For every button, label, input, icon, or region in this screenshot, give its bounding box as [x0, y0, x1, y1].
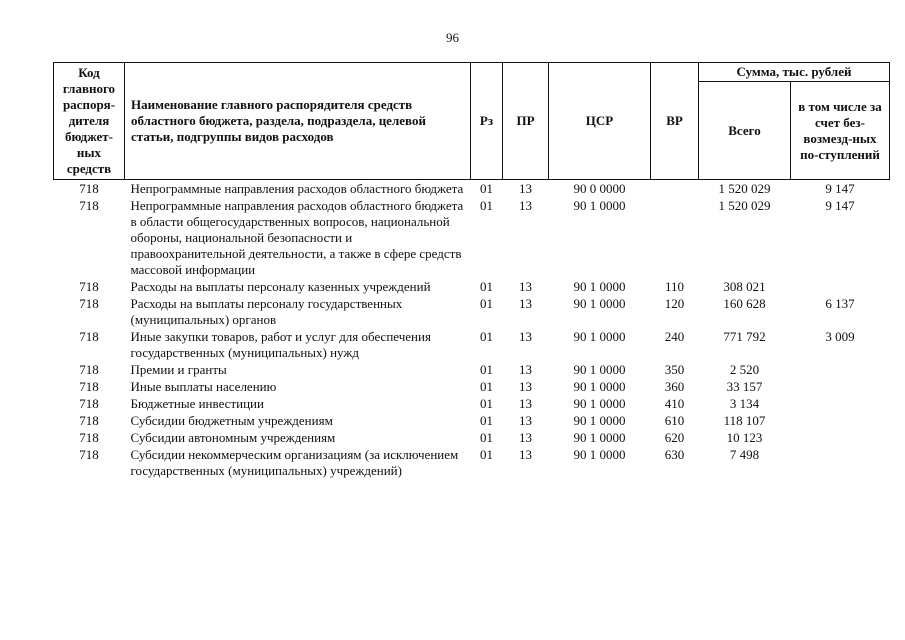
cell-total: 308 021 [723, 279, 766, 294]
cell-vr: 410 [664, 396, 685, 411]
cell-vr [651, 197, 699, 278]
cell-csr: 90 1 0000 [573, 430, 626, 445]
table-row [54, 429, 890, 446]
cell-rz: 01 [480, 296, 493, 311]
cell-name: Расходы на выплаты персоналу государственных (муниципальных) органов [130, 296, 403, 327]
cell-total: 3 134 [729, 396, 760, 411]
cell-csr: 90 1 0000 [573, 279, 626, 294]
cell-code: 718 [79, 396, 99, 411]
cell-total: 118 107 [723, 413, 766, 428]
cell-pr: 13 [519, 379, 532, 394]
cell-vr: 110 [664, 279, 685, 294]
cell-name: Иные закупки товаров, работ и услуг для обеспечения государственных (муниципальных) нужд [130, 329, 431, 360]
cell-rz: 01 [480, 329, 493, 344]
cell-code: 718 [79, 181, 99, 196]
cell-code: 718 [79, 198, 99, 213]
cell-vr: 240 [664, 329, 685, 344]
header-name: Наименование главного распорядителя средств областного бюджета, раздела, подраздела, целевой статьи, подгруппы видов расходов [125, 63, 471, 180]
cell-pr: 13 [519, 296, 532, 311]
cell-pr: 13 [519, 181, 532, 196]
cell-grants: 9 147 [825, 198, 855, 213]
cell-name: Расходы на выплаты персоналу казенных учреждений [130, 279, 431, 294]
cell-pr: 13 [519, 430, 532, 445]
cell-total: 1 520 029 [718, 198, 771, 213]
cell-rz: 01 [480, 379, 493, 394]
table-row [54, 278, 890, 295]
cell-name: Субсидии автономным учреждениям [130, 430, 336, 445]
table-row [54, 446, 890, 479]
cell-pr: 13 [519, 396, 532, 411]
cell-grants: 6 137 [825, 296, 855, 311]
table-row [54, 395, 890, 412]
cell-csr: 90 1 0000 [573, 329, 626, 344]
cell-csr: 90 1 0000 [573, 296, 626, 311]
cell-code: 718 [79, 430, 99, 445]
table-row [54, 328, 890, 361]
cell-vr: 620 [664, 430, 685, 445]
cell-grants: 9 147 [825, 181, 855, 196]
cell-csr: 90 1 0000 [573, 379, 626, 394]
cell-csr: 90 1 0000 [573, 396, 626, 411]
cell-grants [791, 361, 890, 378]
table-row [54, 295, 890, 328]
cell-rz: 01 [480, 198, 493, 213]
cell-pr: 13 [519, 447, 532, 462]
header-vr: ВР [651, 63, 699, 180]
cell-code: 718 [79, 447, 99, 462]
cell-total: 10 123 [726, 430, 763, 445]
table-row [54, 412, 890, 429]
cell-rz: 01 [480, 413, 493, 428]
cell-name: Непрограммные направления расходов областного бюджета в области общегосударственных вопросов, национальной обороны, национальной безопасности и правоохранительной деятельности, а также в сфере средств массовой информации [130, 198, 464, 277]
cell-grants [791, 412, 890, 429]
cell-total: 2 520 [729, 362, 760, 377]
cell-rz: 01 [480, 396, 493, 411]
budget-table [53, 62, 890, 479]
cell-total: 160 628 [723, 296, 766, 311]
cell-csr: 90 0 0000 [573, 181, 626, 196]
page-number: 96 [446, 30, 459, 45]
header-pr: ПР [503, 63, 549, 180]
table-row [54, 180, 890, 198]
table-row [54, 197, 890, 278]
cell-name: Бюджетные инвестиции [130, 396, 264, 411]
cell-pr: 13 [519, 413, 532, 428]
budget-table-sheet [53, 62, 889, 582]
cell-vr: 360 [664, 379, 685, 394]
header-sum: Сумма, тыс. рублей [699, 63, 890, 82]
cell-rz: 01 [480, 181, 493, 196]
header-csr: ЦСР [549, 63, 651, 180]
header-code: Код главного распоря-дителя бюджет-ных средств [54, 63, 125, 180]
cell-total: 1 520 029 [718, 181, 771, 196]
cell-name: Субсидии некоммерческим организациям (за исключением государственных (муниципальных) учреждений) [130, 447, 459, 478]
cell-pr: 13 [519, 198, 532, 213]
cell-grants [791, 278, 890, 295]
cell-name: Субсидии бюджетным учреждениям [130, 413, 333, 428]
header-grants: в том числе за счет без-возмезд-ных по-ступлений [791, 82, 890, 180]
cell-rz: 01 [480, 279, 493, 294]
table-row [54, 361, 890, 378]
cell-grants [791, 378, 890, 395]
cell-vr: 120 [664, 296, 685, 311]
cell-grants [791, 429, 890, 446]
cell-csr: 90 1 0000 [573, 447, 626, 462]
cell-csr: 90 1 0000 [573, 413, 626, 428]
cell-code: 718 [79, 279, 99, 294]
table-row [54, 378, 890, 395]
cell-grants [791, 395, 890, 412]
cell-total: 7 498 [729, 447, 760, 462]
cell-vr [651, 180, 699, 198]
cell-csr: 90 1 0000 [573, 198, 626, 213]
header-total: Всего [699, 82, 791, 180]
cell-vr: 610 [664, 413, 685, 428]
cell-code: 718 [79, 296, 99, 311]
cell-code: 718 [79, 379, 99, 394]
cell-total: 33 157 [726, 379, 763, 394]
table-header [54, 63, 890, 180]
cell-code: 718 [79, 329, 99, 344]
cell-rz: 01 [480, 447, 493, 462]
cell-name: Иные выплаты населению [130, 379, 277, 394]
header-rz: Рз [471, 63, 503, 180]
cell-name: Премии и гранты [130, 362, 227, 377]
cell-code: 718 [79, 362, 99, 377]
cell-rz: 01 [480, 362, 493, 377]
table-body [54, 180, 890, 480]
cell-pr: 13 [519, 279, 532, 294]
cell-rz: 01 [480, 430, 493, 445]
cell-pr: 13 [519, 329, 532, 344]
cell-grants [791, 446, 890, 479]
cell-csr: 90 1 0000 [573, 362, 626, 377]
cell-total: 771 792 [723, 329, 766, 344]
cell-vr: 630 [664, 447, 685, 462]
cell-grants: 3 009 [825, 329, 855, 344]
cell-name: Непрограммные направления расходов областного бюджета [130, 181, 464, 196]
cell-pr: 13 [519, 362, 532, 377]
cell-vr: 350 [664, 362, 685, 377]
cell-code: 718 [79, 413, 99, 428]
